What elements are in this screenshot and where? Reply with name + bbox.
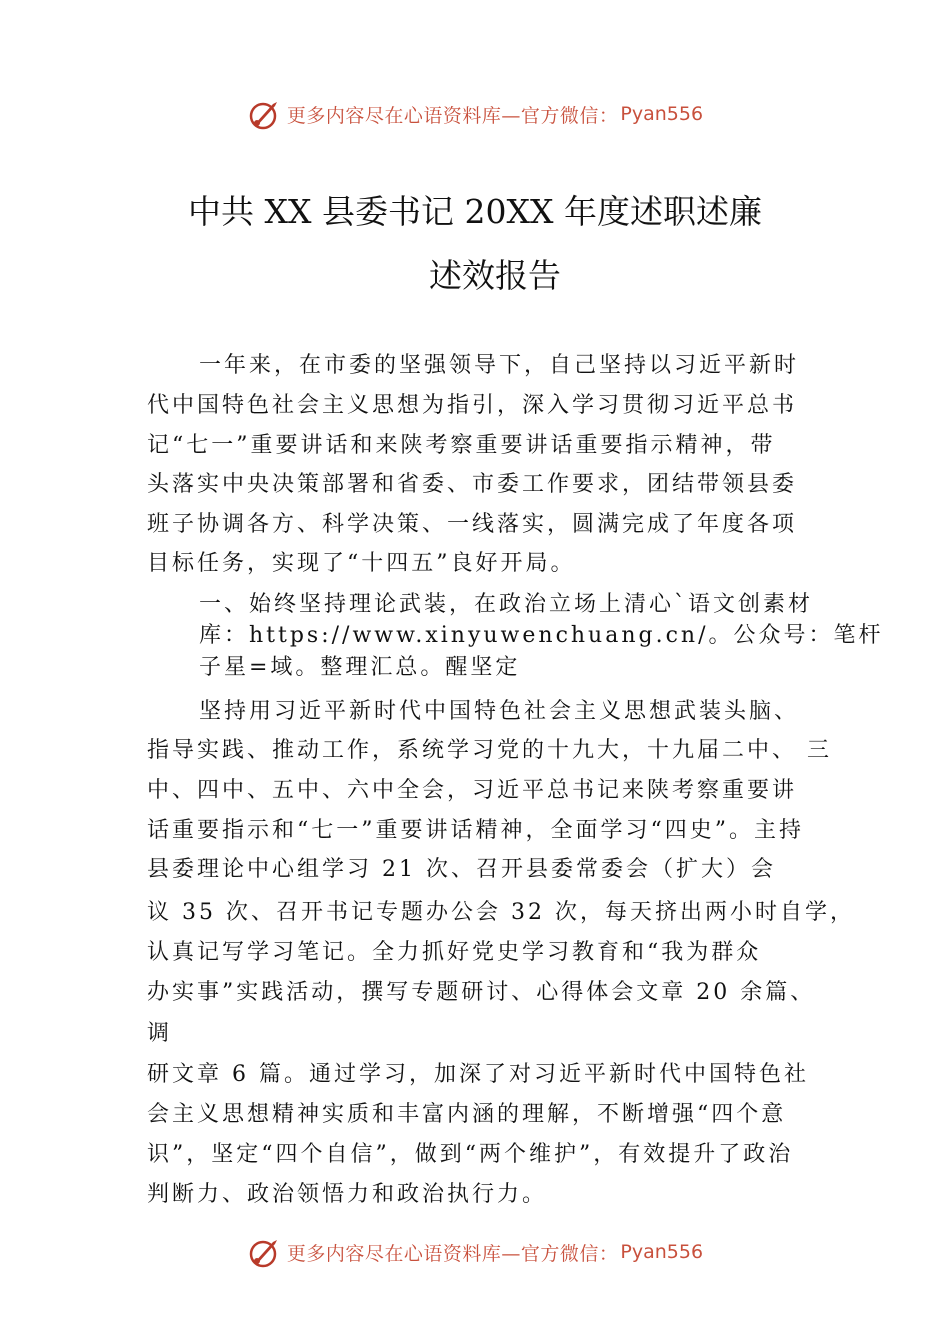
body-line: 研文章 6 篇。通过学习，加深了对习近平新时代中国特色社 [147, 1062, 809, 1087]
body-line: 班子协调各方、科学决策、一线落实，圆满完成了年度各项 [147, 512, 798, 537]
body-line: 坚持用习近平新时代中国特色社会主义思想武装头脑、 [199, 699, 800, 724]
body-line: 头落实中央决策部署和省委、市委工作要求，团结带领县委 [147, 472, 798, 497]
body-line: 中、四中、五中、六中全会，习近平总书记来陕考察重要讲 [147, 778, 798, 803]
body-line: 目标任务，实现了“十四五”良好开局。 [147, 551, 576, 576]
body-line: 指导实践、推动工作，系统学习党的十九大，十九届二中、 三 [147, 738, 832, 763]
pen-logo-icon [247, 1234, 283, 1270]
body-line: 县委理论中心组学习 21 次、召开县委常委会（扩大）会 [147, 857, 776, 882]
body-line: 识”，坚定“四个自信”，做到“两个维护”，有效提升了政治 [147, 1142, 794, 1167]
pen-logo-icon [247, 96, 283, 132]
document-title-line-1: 中共 XX 县委书记 20XX 年度述职述廉 [188, 192, 762, 231]
body-line: 认真记写学习笔记。全力抓好党史学习教育和“我为群众 [147, 940, 762, 965]
document-title-line-2: 述效报告 [429, 256, 561, 295]
section-heading-line: 一、始终坚持理论武装，在政治立场上清心`语文创素材 [199, 592, 814, 617]
body-line: 判断力、政治领悟力和政治执行力。 [147, 1182, 548, 1207]
body-line: 一年来，在市委的坚强领导下，自己坚持以习近平新时 [199, 353, 800, 378]
body-line: 记“七一”重要讲话和来陕考察重要讲话重要指示精神，带 [147, 433, 776, 458]
section-heading-line: 子星=域。整理汇总。醒坚定 [199, 655, 521, 680]
footer-watermark-banner [0, 1232, 950, 1272]
banner-wechat-id: Pyan556 [620, 1241, 704, 1263]
body-line: 会主义思想精神实质和丰富内涵的理解，不断增强“四个意 [147, 1102, 787, 1127]
banner-text: 更多内容尽在心语资料库—官方微信： [286, 1242, 619, 1265]
body-line: 话重要指示和“七一”重要讲话精神，全面学习“四史”。主持 [147, 818, 804, 843]
banner-text: 更多内容尽在心语资料库—官方微信： [286, 104, 619, 127]
section-heading-line: 库：https://www.xinyuwenchuang.cn/。公众号：笔杆 [199, 623, 884, 648]
body-line: 议 35 次、召开书记专题办公会 32 次，每天挤出两小时自学， [147, 900, 855, 925]
banner-wechat-id: Pyan556 [620, 103, 704, 125]
header-watermark-banner [0, 94, 950, 134]
body-line: 调 [147, 1021, 173, 1046]
body-line: 代中国特色社会主义思想为指引，深入学习贯彻习近平总书 [147, 393, 798, 418]
body-line: 办实事”实践活动，撰写专题研讨、心得体会文章 20 余篇、 [147, 980, 816, 1005]
